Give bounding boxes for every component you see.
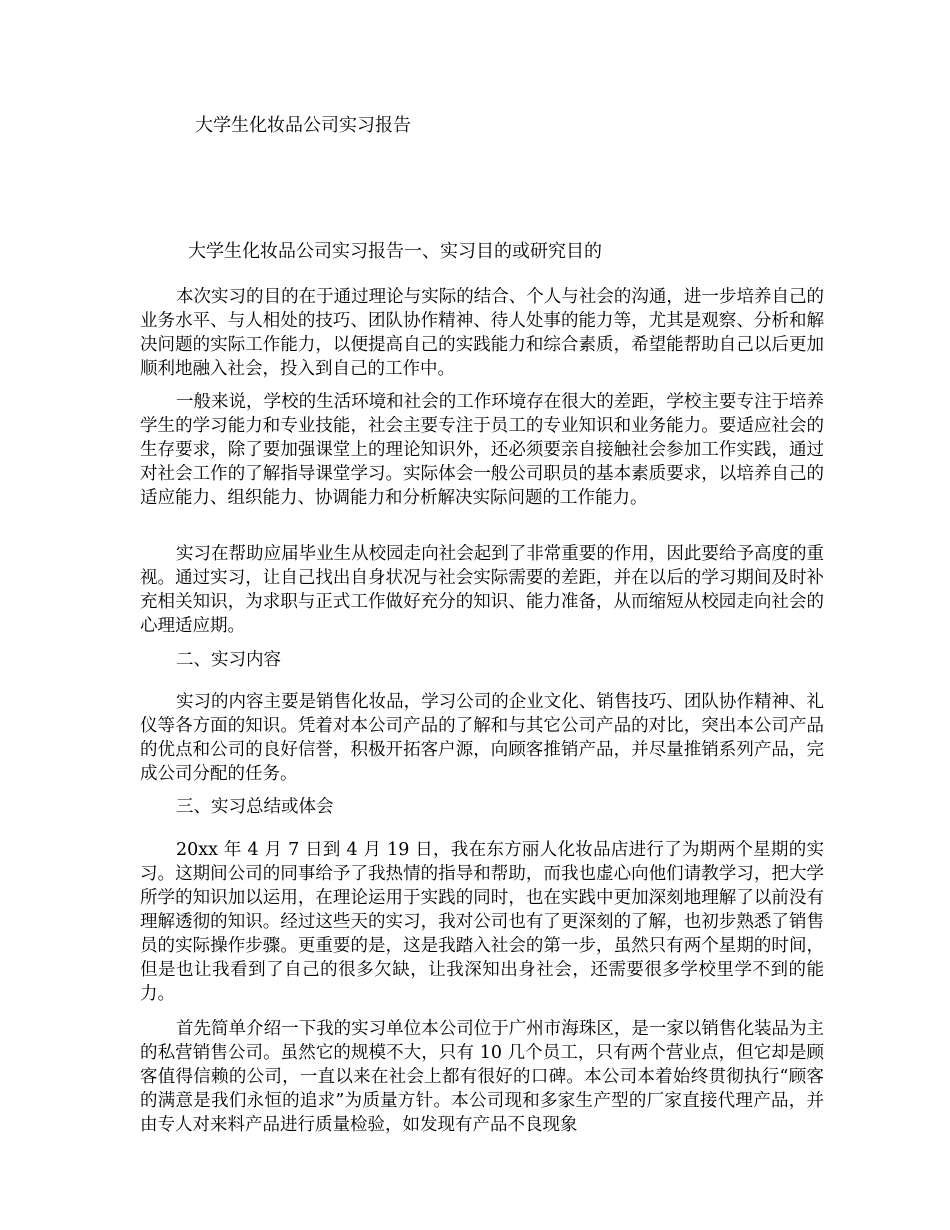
paragraph-summary-1: 20xx 年 4 月 7 日到 4 月 19 日，我在东方丽人化妆品店进行了为期两个星期的实习。这期间公司的同事给予了我热情的指导和帮助，而我也虚心向他们请教学习，把大学所学的知识加以运用，在理论运用于实践的同时，也在实践中更加深刻地理解了以前没有理解透彻的知识。经过这些天的实习，我对公司也有了更深刻的了解，也初步熟悉了销售员的实际操作步骤。更重要的是，这是我踏入社会的第一步，虽然只有两个星期的时间，但是也让我看到了自己的很多欠缺，让我深知出身社会，还需要很多学校里学不到的能力。 <box>140 840 824 1004</box>
paragraph-purpose-1: 本次实习的目的在于通过理论与实际的结合、个人与社会的沟通，进一步培养自己的业务水平、与人相处的技巧、团队协作精神、待人处事的能力等，尤其是观察、分析和解决问题的实际工作能力，以便提高自己的实践能力和综合素质，希望能帮助自己以后更加顺利地融入社会，投入到自己的工作中。 <box>140 287 824 379</box>
paragraph-purpose-2: 一般来说，学校的生活环境和社会的工作环境存在很大的差距，学校主要专注于培养学生的学习能力和专业技能，社会主要专注于员工的专业知识和业务能力。要适应社会的生存要求，除了要加强课堂上的理论知识外，还必须要亲自接触社会参加工作实践，通过对社会工作的了解指导课堂学习。实际体会一般公司职员的基本素质要求，以培养自己的适应能力、组织能力、协调能力和分析解决实际问题的工作能力。 <box>140 392 824 508</box>
paragraph-purpose-3: 实习在帮助应届毕业生从校园走向社会起到了非常重要的作用，因此要给予高度的重视。通过实习，让自己找出自身状况与社会实际需要的差距，并在以后的学习期间及时补充相关知识，为求职与正式工作做好充分的知识、能力准备，从而缩短从校园走向社会的心理适应期。 <box>140 544 824 636</box>
section-heading-content: 二、实习内容 <box>176 650 281 670</box>
section-heading-purpose: 大学生化妆品公司实习报告一、实习目的或研究目的 <box>188 241 602 262</box>
paragraph-content: 实习的内容主要是销售化妆品，学习公司的企业文化、销售技巧、团队协作精神、礼仪等各方面的知识。凭着对本公司产品的了解和与其它公司产品的对比，突出本公司产品的优点和公司的良好信誉，积极开拓客户源，向顾客推销产品，并尽量推销系列产品，完成公司分配的任务。 <box>140 692 824 784</box>
section-heading-summary: 三、实习总结或体会 <box>176 797 334 817</box>
paragraph-summary-2: 首先简单介绍一下我的实习单位本公司位于广州市海珠区，是一家以销售化装品为主的私营销售公司。虽然它的规模不大，只有 10 几个员工，只有两个营业点，但它却是顾客值得信赖的公司，一直以来在社会上都有很好的口碑。本公司本着始终贯彻执行“顾客的满意是我们永恒的追求”为质量方针。本公司现和多家生产型的厂家直接代理产品，并由专人对来料产品进行质量检验，如发现有产品不良现象 <box>140 1019 824 1135</box>
document-title: 大学生化妆品公司实习报告 <box>195 115 411 136</box>
